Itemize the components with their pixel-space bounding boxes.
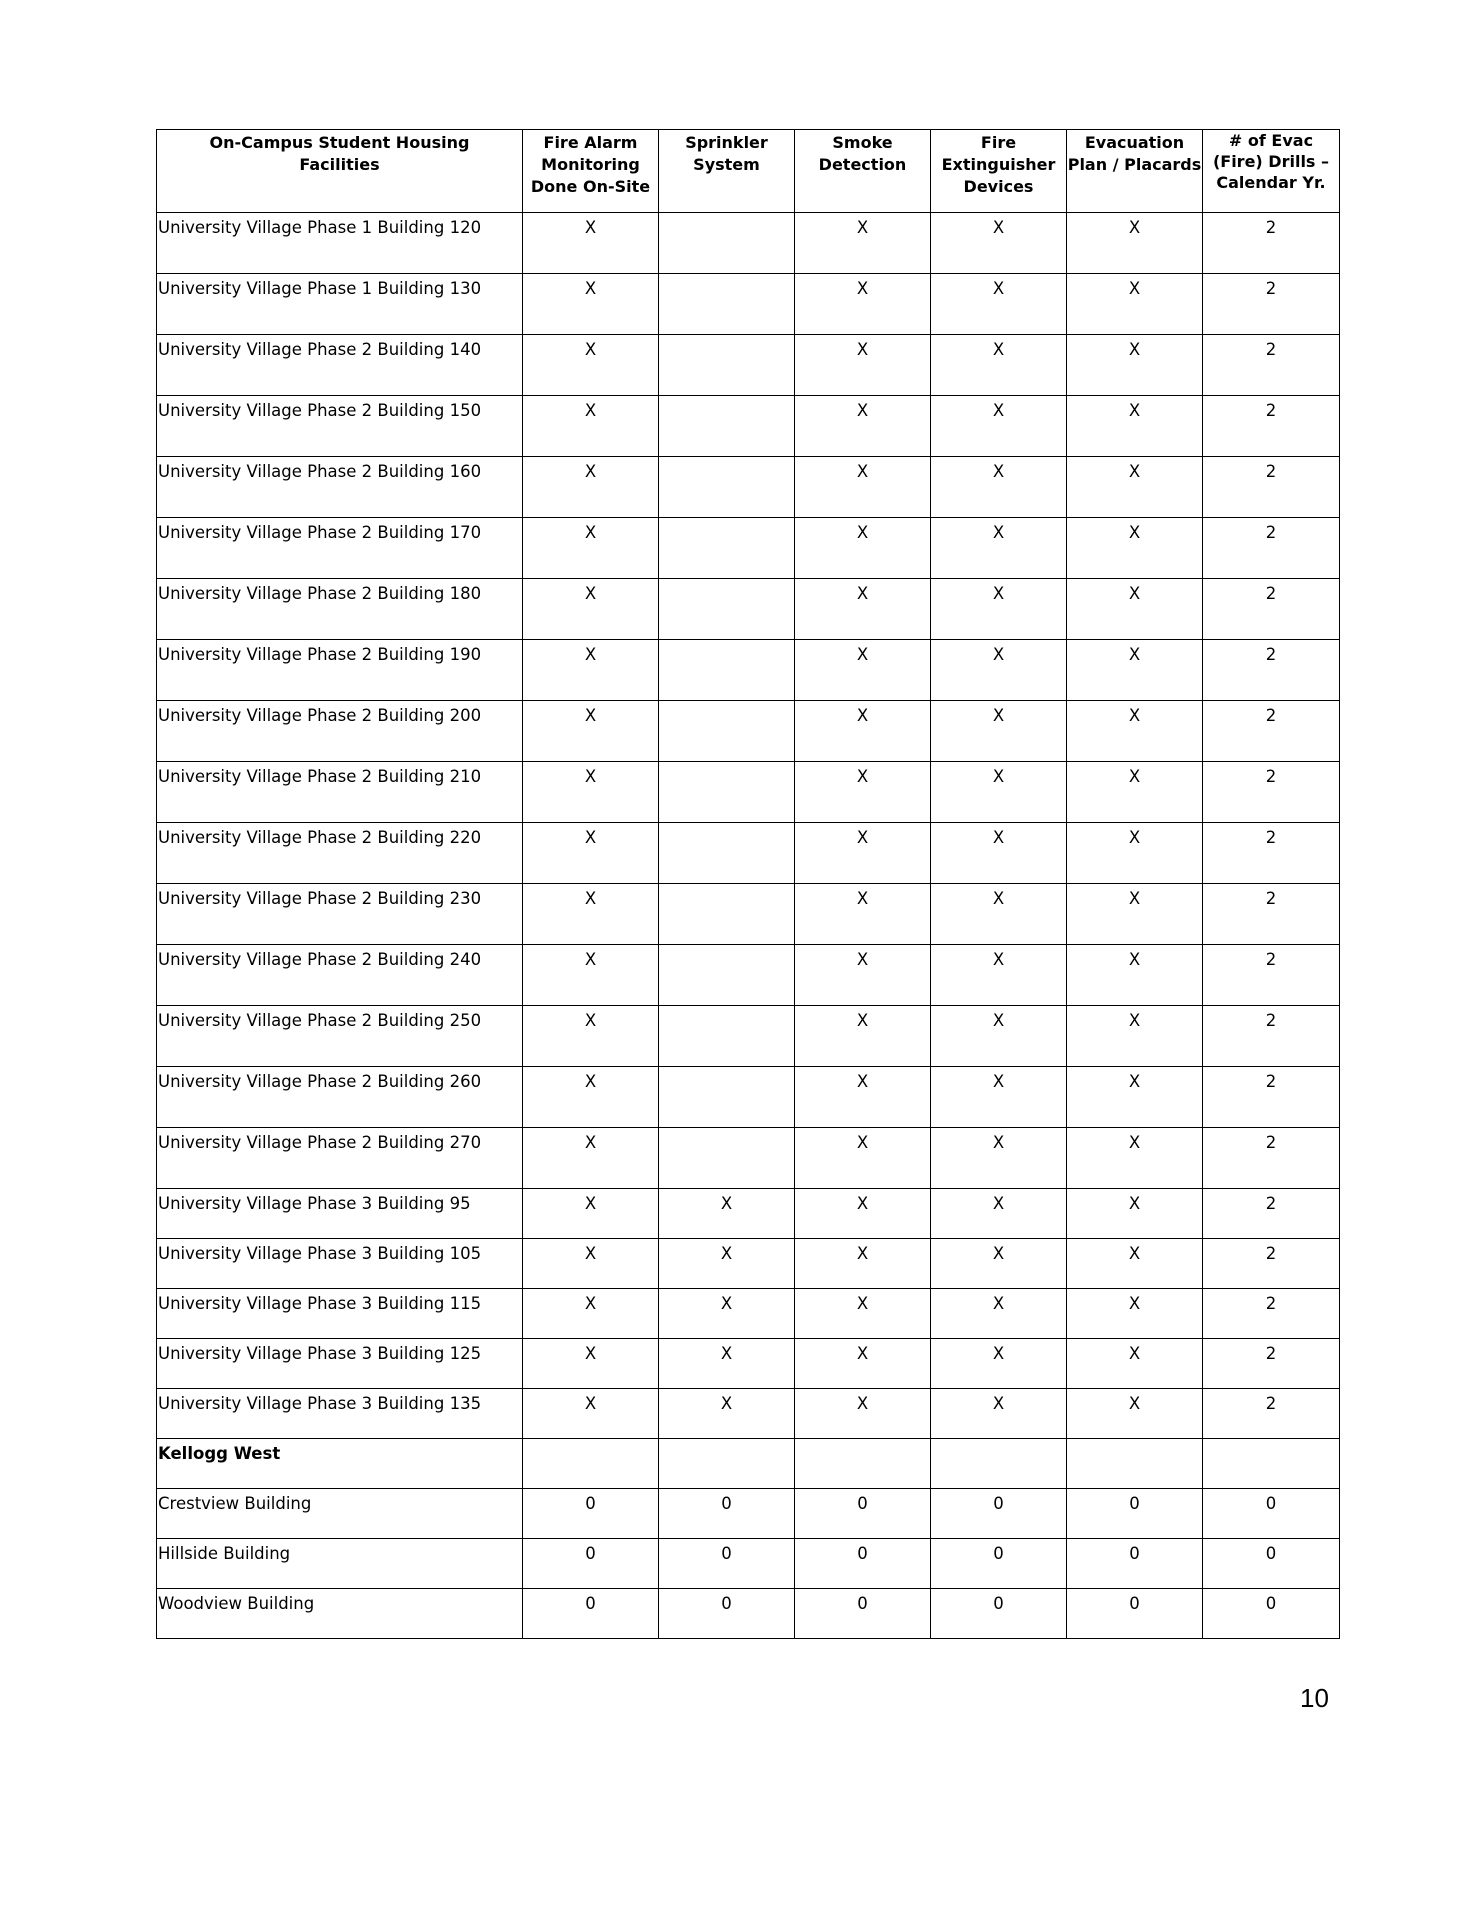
cell-sprinkler (659, 823, 795, 884)
cell-sprinkler: X (659, 1289, 795, 1339)
cell-facility-name: University Village Phase 2 Building 230 (157, 884, 523, 945)
cell-evac-drills: 2 (1203, 884, 1340, 945)
cell-sprinkler: X (659, 1189, 795, 1239)
cell-sprinkler: 0 (659, 1539, 795, 1589)
cell-evac-drills: 2 (1203, 1389, 1340, 1439)
cell-smoke-detection: X (795, 1189, 931, 1239)
cell-evac-drills: 2 (1203, 1289, 1340, 1339)
table-row (157, 1589, 1340, 1639)
fire-safety-table (156, 129, 1340, 1639)
table-row (157, 640, 1340, 701)
header-facilities: On-Campus Student Housing Facilities (157, 130, 523, 213)
cell-fire-extinguisher: X (931, 884, 1067, 945)
cell-fire-alarm: X (523, 579, 659, 640)
cell-fire-extinguisher: X (931, 274, 1067, 335)
cell-sprinkler (659, 518, 795, 579)
header-fire-extinguisher: Fire Extinguisher Devices (931, 130, 1067, 213)
cell-facility-name: Kellogg West (157, 1439, 523, 1489)
cell-sprinkler (659, 1128, 795, 1189)
cell-fire-alarm: X (523, 945, 659, 1006)
cell-sprinkler (659, 274, 795, 335)
cell-fire-extinguisher: X (931, 335, 1067, 396)
cell-fire-extinguisher: X (931, 640, 1067, 701)
cell-sprinkler: X (659, 1239, 795, 1289)
cell-smoke-detection: X (795, 762, 931, 823)
cell-evacuation-plan: X (1067, 945, 1203, 1006)
cell-fire-extinguisher: X (931, 762, 1067, 823)
cell-smoke-detection: X (795, 1006, 931, 1067)
header-evacuation-plan: Evacuation Plan / Placards (1067, 130, 1203, 213)
cell-fire-alarm (523, 1439, 659, 1489)
cell-evacuation-plan: X (1067, 1128, 1203, 1189)
cell-evac-drills: 0 (1203, 1589, 1340, 1639)
cell-evac-drills: 2 (1203, 457, 1340, 518)
table-row (157, 1339, 1340, 1389)
table-row (157, 335, 1340, 396)
cell-sprinkler (659, 884, 795, 945)
cell-facility-name: University Village Phase 2 Building 170 (157, 518, 523, 579)
cell-sprinkler (659, 396, 795, 457)
cell-evac-drills: 0 (1203, 1489, 1340, 1539)
cell-fire-alarm: 0 (523, 1589, 659, 1639)
table-row (157, 213, 1340, 274)
cell-facility-name: University Village Phase 2 Building 180 (157, 579, 523, 640)
cell-fire-extinguisher: X (931, 457, 1067, 518)
cell-evacuation-plan: 0 (1067, 1489, 1203, 1539)
cell-smoke-detection: X (795, 1389, 931, 1439)
cell-fire-extinguisher: X (931, 1389, 1067, 1439)
cell-evac-drills: 2 (1203, 762, 1340, 823)
cell-evac-drills: 2 (1203, 1067, 1340, 1128)
cell-facility-name: University Village Phase 2 Building 260 (157, 1067, 523, 1128)
cell-facility-name: University Village Phase 3 Building 135 (157, 1389, 523, 1439)
cell-evac-drills: 2 (1203, 1239, 1340, 1289)
cell-evacuation-plan: X (1067, 1339, 1203, 1389)
cell-facility-name: University Village Phase 2 Building 150 (157, 396, 523, 457)
cell-evacuation-plan: X (1067, 1189, 1203, 1239)
cell-evac-drills: 2 (1203, 640, 1340, 701)
cell-smoke-detection: X (795, 213, 931, 274)
cell-evacuation-plan: X (1067, 701, 1203, 762)
table-row (157, 274, 1340, 335)
cell-evacuation-plan: X (1067, 762, 1203, 823)
cell-evacuation-plan: X (1067, 579, 1203, 640)
cell-evacuation-plan: X (1067, 640, 1203, 701)
cell-evac-drills: 2 (1203, 1339, 1340, 1389)
cell-smoke-detection: X (795, 823, 931, 884)
cell-facility-name: University Village Phase 2 Building 250 (157, 1006, 523, 1067)
cell-fire-alarm: X (523, 396, 659, 457)
cell-fire-alarm: X (523, 640, 659, 701)
cell-sprinkler (659, 213, 795, 274)
table-row (157, 762, 1340, 823)
cell-facility-name: University Village Phase 1 Building 130 (157, 274, 523, 335)
cell-evac-drills: 2 (1203, 945, 1340, 1006)
cell-sprinkler (659, 1006, 795, 1067)
cell-evac-drills: 2 (1203, 1189, 1340, 1239)
cell-evac-drills: 2 (1203, 823, 1340, 884)
cell-fire-alarm: X (523, 1189, 659, 1239)
cell-sprinkler (659, 579, 795, 640)
cell-facility-name: University Village Phase 1 Building 120 (157, 213, 523, 274)
table-row (157, 701, 1340, 762)
table-row (157, 518, 1340, 579)
table-row (157, 1189, 1340, 1239)
cell-smoke-detection: X (795, 1289, 931, 1339)
cell-facility-name: Woodview Building (157, 1589, 523, 1639)
table-row (157, 1539, 1340, 1589)
cell-fire-alarm: X (523, 1128, 659, 1189)
cell-fire-extinguisher: X (931, 1339, 1067, 1389)
cell-fire-alarm: X (523, 884, 659, 945)
cell-facility-name: University Village Phase 2 Building 240 (157, 945, 523, 1006)
cell-smoke-detection: X (795, 274, 931, 335)
cell-facility-name: University Village Phase 2 Building 220 (157, 823, 523, 884)
cell-fire-extinguisher: X (931, 579, 1067, 640)
cell-sprinkler (659, 1067, 795, 1128)
cell-facility-name: University Village Phase 2 Building 270 (157, 1128, 523, 1189)
cell-facility-name: Hillside Building (157, 1539, 523, 1589)
cell-evac-drills: 2 (1203, 213, 1340, 274)
cell-smoke-detection: X (795, 1339, 931, 1389)
table-row (157, 1006, 1340, 1067)
cell-facility-name: University Village Phase 3 Building 105 (157, 1239, 523, 1289)
cell-fire-extinguisher: X (931, 518, 1067, 579)
cell-evacuation-plan: 0 (1067, 1539, 1203, 1589)
cell-smoke-detection: X (795, 1067, 931, 1128)
cell-fire-alarm: X (523, 518, 659, 579)
cell-fire-extinguisher: X (931, 1189, 1067, 1239)
cell-facility-name: Crestview Building (157, 1489, 523, 1539)
cell-sprinkler (659, 701, 795, 762)
cell-evacuation-plan: X (1067, 1239, 1203, 1289)
cell-fire-alarm: X (523, 335, 659, 396)
cell-smoke-detection: X (795, 396, 931, 457)
table-row (157, 1128, 1340, 1189)
header-row (157, 130, 1340, 213)
cell-fire-extinguisher: X (931, 1067, 1067, 1128)
cell-smoke-detection: X (795, 457, 931, 518)
page-number: 10 (1300, 1683, 1329, 1713)
cell-smoke-detection: X (795, 579, 931, 640)
cell-fire-alarm: X (523, 274, 659, 335)
cell-smoke-detection: 0 (795, 1489, 931, 1539)
header-sprinkler: Sprinkler System (659, 130, 795, 213)
table-row (157, 1439, 1340, 1489)
cell-evacuation-plan: X (1067, 1006, 1203, 1067)
cell-fire-alarm: X (523, 1006, 659, 1067)
cell-evac-drills: 2 (1203, 579, 1340, 640)
cell-evac-drills: 2 (1203, 335, 1340, 396)
cell-facility-name: University Village Phase 2 Building 140 (157, 335, 523, 396)
cell-evacuation-plan: X (1067, 213, 1203, 274)
cell-evac-drills (1203, 1439, 1340, 1489)
header-evac-drills: # of Evac (Fire) Drills – Calendar Yr. (1203, 130, 1340, 213)
header-fire-alarm: Fire Alarm Monitoring Done On-Site (523, 130, 659, 213)
cell-smoke-detection: X (795, 518, 931, 579)
cell-sprinkler (659, 762, 795, 823)
cell-smoke-detection: 0 (795, 1589, 931, 1639)
cell-smoke-detection: X (795, 335, 931, 396)
cell-facility-name: University Village Phase 2 Building 200 (157, 701, 523, 762)
cell-sprinkler (659, 640, 795, 701)
table-header (157, 130, 1340, 213)
cell-facility-name: University Village Phase 2 Building 210 (157, 762, 523, 823)
cell-evacuation-plan: 0 (1067, 1589, 1203, 1639)
cell-sprinkler: 0 (659, 1589, 795, 1639)
cell-evacuation-plan: X (1067, 884, 1203, 945)
cell-evacuation-plan: X (1067, 1289, 1203, 1339)
cell-fire-alarm: X (523, 213, 659, 274)
cell-fire-alarm: X (523, 762, 659, 823)
cell-fire-alarm: X (523, 701, 659, 762)
table-row (157, 1489, 1340, 1539)
cell-evacuation-plan: X (1067, 396, 1203, 457)
cell-fire-extinguisher: X (931, 1239, 1067, 1289)
cell-fire-extinguisher (931, 1439, 1067, 1489)
cell-smoke-detection: X (795, 945, 931, 1006)
cell-facility-name: University Village Phase 2 Building 190 (157, 640, 523, 701)
cell-fire-extinguisher: X (931, 1006, 1067, 1067)
cell-facility-name: University Village Phase 2 Building 160 (157, 457, 523, 518)
cell-sprinkler: X (659, 1389, 795, 1439)
cell-evac-drills: 2 (1203, 274, 1340, 335)
cell-evacuation-plan: X (1067, 274, 1203, 335)
table-row (157, 457, 1340, 518)
table-row (157, 396, 1340, 457)
cell-evacuation-plan: X (1067, 457, 1203, 518)
table-row (157, 1389, 1340, 1439)
cell-sprinkler (659, 945, 795, 1006)
cell-smoke-detection: X (795, 1239, 931, 1289)
cell-evac-drills: 0 (1203, 1539, 1340, 1589)
cell-fire-alarm: 0 (523, 1539, 659, 1589)
table-row (157, 1067, 1340, 1128)
cell-evac-drills: 2 (1203, 701, 1340, 762)
cell-fire-extinguisher: X (931, 945, 1067, 1006)
table-row (157, 823, 1340, 884)
cell-evacuation-plan: X (1067, 335, 1203, 396)
cell-evac-drills: 2 (1203, 518, 1340, 579)
cell-sprinkler (659, 1439, 795, 1489)
cell-fire-extinguisher: 0 (931, 1589, 1067, 1639)
cell-fire-extinguisher: X (931, 213, 1067, 274)
table-row (157, 1289, 1340, 1339)
cell-evac-drills: 2 (1203, 1128, 1340, 1189)
cell-fire-alarm: X (523, 1389, 659, 1439)
cell-evacuation-plan: X (1067, 1067, 1203, 1128)
cell-fire-alarm: X (523, 1067, 659, 1128)
cell-fire-extinguisher: X (931, 396, 1067, 457)
cell-fire-extinguisher: X (931, 1128, 1067, 1189)
cell-fire-extinguisher: 0 (931, 1489, 1067, 1539)
cell-smoke-detection (795, 1439, 931, 1489)
cell-fire-alarm: X (523, 823, 659, 884)
cell-evacuation-plan: X (1067, 823, 1203, 884)
cell-fire-extinguisher: 0 (931, 1539, 1067, 1589)
cell-fire-extinguisher: X (931, 823, 1067, 884)
header-smoke-detection: Smoke Detection (795, 130, 931, 213)
cell-fire-alarm: X (523, 457, 659, 518)
cell-evac-drills: 2 (1203, 396, 1340, 457)
cell-smoke-detection: 0 (795, 1539, 931, 1589)
cell-sprinkler (659, 457, 795, 518)
cell-fire-alarm: X (523, 1239, 659, 1289)
cell-evacuation-plan: X (1067, 1389, 1203, 1439)
table-body (157, 213, 1340, 1639)
cell-sprinkler: X (659, 1339, 795, 1389)
cell-fire-alarm: 0 (523, 1489, 659, 1539)
cell-evac-drills: 2 (1203, 1006, 1340, 1067)
cell-fire-alarm: X (523, 1339, 659, 1389)
cell-facility-name: University Village Phase 3 Building 95 (157, 1189, 523, 1239)
cell-sprinkler: 0 (659, 1489, 795, 1539)
cell-facility-name: University Village Phase 3 Building 125 (157, 1339, 523, 1389)
cell-smoke-detection: X (795, 701, 931, 762)
cell-fire-extinguisher: X (931, 1289, 1067, 1339)
table-row (157, 945, 1340, 1006)
cell-smoke-detection: X (795, 1128, 931, 1189)
cell-fire-alarm: X (523, 1289, 659, 1339)
table-row (157, 579, 1340, 640)
cell-evacuation-plan: X (1067, 518, 1203, 579)
cell-sprinkler (659, 335, 795, 396)
cell-fire-extinguisher: X (931, 701, 1067, 762)
cell-facility-name: University Village Phase 3 Building 115 (157, 1289, 523, 1339)
cell-smoke-detection: X (795, 640, 931, 701)
table-row (157, 1239, 1340, 1289)
table-row (157, 884, 1340, 945)
cell-smoke-detection: X (795, 884, 931, 945)
cell-evacuation-plan (1067, 1439, 1203, 1489)
